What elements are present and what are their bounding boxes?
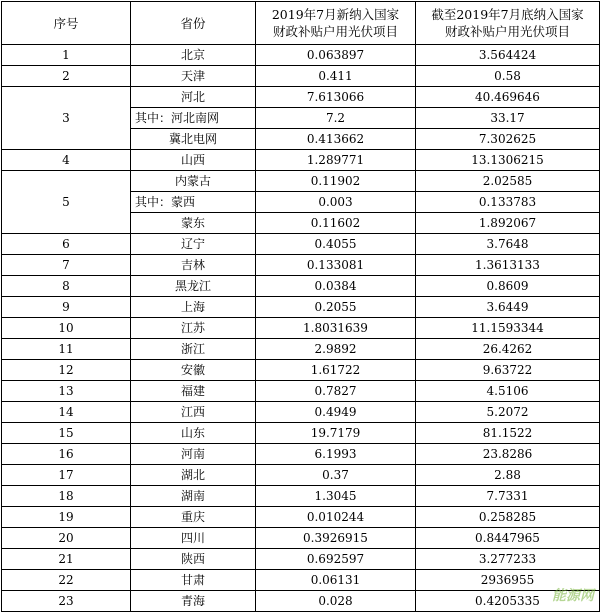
cell-new: 0.7827 [256,381,416,402]
cell-total: 40.469646 [416,87,600,108]
cell-seq: 15 [2,423,131,444]
cell-seq: 5 [2,171,131,234]
cell-province: 河南 [131,444,256,465]
cell-province: 上海 [131,297,256,318]
cell-seq: 11 [2,339,131,360]
subsidy-table [1,1,600,612]
cell-province: 四川 [131,528,256,549]
cell-new: 6.1993 [256,444,416,465]
cell-new: 0.003 [256,192,416,213]
table-row [2,444,600,465]
header-new-line1: 2019年7月新纳入国家 [271,7,400,22]
cell-seq: 16 [2,444,131,465]
header-new [256,2,416,45]
table-row [2,570,600,591]
cell-seq: 19 [2,507,131,528]
table-row [2,171,600,192]
cell-province: 江苏 [131,318,256,339]
cell-new: 0.0384 [256,276,416,297]
cell-total: 23.8286 [416,444,600,465]
cell-total: 33.17 [416,108,600,129]
table-row [2,87,600,108]
cell-total: 0.258285 [416,507,600,528]
cell-new: 1.61722 [256,360,416,381]
cell-seq: 13 [2,381,131,402]
cell-total: 5.2072 [416,402,600,423]
cell-province: 黑龙江 [131,276,256,297]
cell-new: 0.11902 [256,171,416,192]
cell-total: 3.277233 [416,549,600,570]
cell-total: 9.63722 [416,360,600,381]
cell-province: 辽宁 [131,234,256,255]
table-row [2,318,600,339]
cell-total: 0.8609 [416,276,600,297]
cell-seq: 4 [2,150,131,171]
cell-new: 0.028 [256,591,416,612]
cell-seq: 21 [2,549,131,570]
header-province: 省份 [131,2,256,45]
cell-total: 0.133783 [416,192,600,213]
cell-new: 1.3045 [256,486,416,507]
cell-province: 陕西 [131,549,256,570]
cell-seq: 9 [2,297,131,318]
cell-seq: 2 [2,66,131,87]
cell-province: 甘肃 [131,570,256,591]
cell-total: 3.6449 [416,297,600,318]
cell-province: 天津 [131,66,256,87]
cell-province: 青海 [131,591,256,612]
cell-seq: 17 [2,465,131,486]
cell-province: 河北 [131,87,256,108]
cell-seq: 10 [2,318,131,339]
cell-new: 0.06131 [256,570,416,591]
cell-total: 0.58 [416,66,600,87]
cell-new: 1.289771 [256,150,416,171]
table-row [2,255,600,276]
cell-total: 3.7648 [416,234,600,255]
header-total [416,2,600,45]
cell-seq: 22 [2,570,131,591]
cell-total: 0.8447965 [416,528,600,549]
cell-total: 2.88 [416,465,600,486]
cell-province: 吉林 [131,255,256,276]
cell-total: 3.564424 [416,45,600,66]
cell-new: 0.37 [256,465,416,486]
table-row [2,528,600,549]
cell-province: 浙江 [131,339,256,360]
cell-province: 其中：蒙西 [131,192,256,213]
table-row [2,297,600,318]
cell-new: 0.11602 [256,213,416,234]
cell-total: 7.7331 [416,486,600,507]
cell-province: 其中：河北南网 [131,108,256,129]
header-total-line1: 截至2019年7月底纳入国家 [431,7,584,22]
table-row [2,381,600,402]
cell-total: 11.1593344 [416,318,600,339]
cell-new: 0.010244 [256,507,416,528]
table-row [2,66,600,87]
table-row [2,45,600,66]
cell-seq: 1 [2,45,131,66]
table-row [2,360,600,381]
cell-total: 1.892067 [416,213,600,234]
cell-seq: 14 [2,402,131,423]
cell-province: 蒙东 [131,213,256,234]
table-row [2,549,600,570]
cell-total: 2936955 [416,570,600,591]
cell-total: 81.1522 [416,423,600,444]
cell-province: 北京 [131,45,256,66]
cell-province: 内蒙古 [131,171,256,192]
cell-total: 1.3613133 [416,255,600,276]
table-row [2,507,600,528]
table-row [2,402,600,423]
cell-province: 安徽 [131,360,256,381]
cell-new: 0.4055 [256,234,416,255]
cell-province: 湖北 [131,465,256,486]
cell-new: 0.2055 [256,297,416,318]
cell-province: 山东 [131,423,256,444]
cell-new: 0.063897 [256,45,416,66]
table-row [2,276,600,297]
header-new-line2: 财政补贴户用光伏项目 [272,24,398,39]
cell-new: 2.9892 [256,339,416,360]
cell-province: 冀北电网 [131,129,256,150]
header-row [2,2,600,45]
cell-province: 湖南 [131,486,256,507]
cell-total: 4.5106 [416,381,600,402]
cell-total: 26.4262 [416,339,600,360]
cell-seq: 7 [2,255,131,276]
cell-seq: 20 [2,528,131,549]
cell-province: 江西 [131,402,256,423]
cell-province: 福建 [131,381,256,402]
table-row [2,234,600,255]
cell-total: 7.302625 [416,129,600,150]
cell-new: 0.413662 [256,129,416,150]
watermark: 能源网 [552,588,594,604]
cell-new: 1.8031639 [256,318,416,339]
table-row [2,465,600,486]
cell-seq: 18 [2,486,131,507]
cell-province: 山西 [131,150,256,171]
cell-province: 重庆 [131,507,256,528]
header-seq: 序号 [2,2,131,45]
table-row [2,423,600,444]
cell-new: 0.3926915 [256,528,416,549]
cell-seq: 3 [2,87,131,150]
cell-total: 0.4205335 [416,591,600,612]
cell-seq: 23 [2,591,131,612]
cell-total: 13.1306215 [416,150,600,171]
cell-total: 2.02585 [416,171,600,192]
cell-new: 19.7179 [256,423,416,444]
cell-seq: 12 [2,360,131,381]
table-row [2,591,600,612]
table-row [2,486,600,507]
table-row [2,150,600,171]
cell-new: 0.133081 [256,255,416,276]
cell-new: 7.613066 [256,87,416,108]
cell-new: 0.4949 [256,402,416,423]
table-row [2,339,600,360]
header-total-line2: 财政补贴户用光伏项目 [444,24,570,39]
cell-new: 7.2 [256,108,416,129]
cell-seq: 6 [2,234,131,255]
cell-new: 0.411 [256,66,416,87]
cell-new: 0.692597 [256,549,416,570]
cell-seq: 8 [2,276,131,297]
